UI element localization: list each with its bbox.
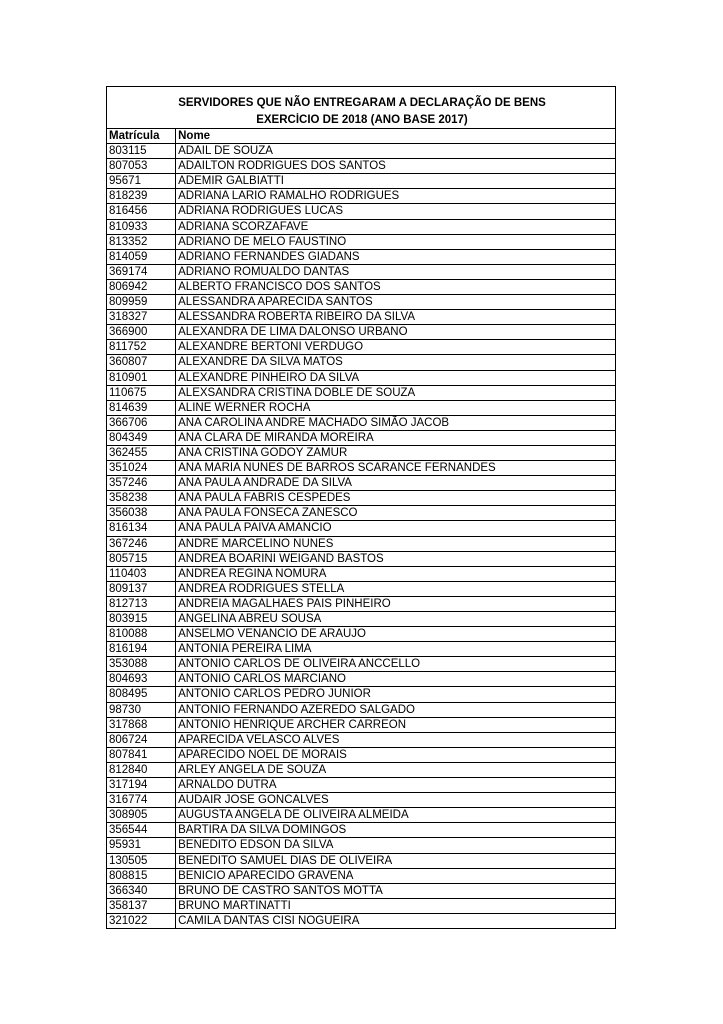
nome-cell: ALBERTO FRANCISCO DOS SANTOS xyxy=(176,279,616,294)
matricula-cell: 317868 xyxy=(107,717,176,732)
nome-cell: ADEMIR GALBIATTI xyxy=(176,174,616,189)
table-row xyxy=(107,340,616,355)
matricula-cell: 805715 xyxy=(107,551,176,566)
table-row xyxy=(107,612,616,627)
matricula-cell: 810088 xyxy=(107,627,176,642)
nome-cell: ALEXANDRE BERTONI VERDUGO xyxy=(176,340,616,355)
nome-cell: AUDAIR JOSE GONCALVES xyxy=(176,793,616,808)
matricula-cell: 816134 xyxy=(107,521,176,536)
table-row xyxy=(107,461,616,476)
table-row xyxy=(107,672,616,687)
table-body xyxy=(107,144,616,929)
matricula-cell: 366340 xyxy=(107,883,176,898)
matricula-cell: 362455 xyxy=(107,445,176,460)
nome-cell: AUGUSTA ANGELA DE OLIVEIRA ALMEIDA xyxy=(176,808,616,823)
matricula-cell: 95671 xyxy=(107,174,176,189)
table-row xyxy=(107,370,616,385)
servidores-table xyxy=(106,86,616,929)
nome-cell: ALINE WERNER ROCHA xyxy=(176,400,616,415)
table-row xyxy=(107,295,616,310)
nome-cell: ADAIL DE SOUZA xyxy=(176,144,616,159)
nome-cell: ANTONIO CARLOS PEDRO JUNIOR xyxy=(176,687,616,702)
matricula-cell: 812840 xyxy=(107,762,176,777)
nome-cell: ADRIANA SCORZAFAVE xyxy=(176,219,616,234)
nome-cell: APARECIDO NOEL DE MORAIS xyxy=(176,747,616,762)
nome-cell: ALESSANDRA ROBERTA RIBEIRO DA SILVA xyxy=(176,310,616,325)
nome-cell: ADRIANO ROMUALDO DANTAS xyxy=(176,264,616,279)
table-row xyxy=(107,385,616,400)
nome-cell: ANGELINA ABREU SOUSA xyxy=(176,612,616,627)
matricula-cell: 357246 xyxy=(107,476,176,491)
nome-cell: ANDREA BOARINI WEIGAND BASTOS xyxy=(176,551,616,566)
table-row xyxy=(107,581,616,596)
nome-cell: ANDRE MARCELINO NUNES xyxy=(176,536,616,551)
nome-cell: ANA PAULA PAIVA AMANCIO xyxy=(176,521,616,536)
matricula-cell: 317194 xyxy=(107,778,176,793)
nome-cell: ADRIANO DE MELO FAUSTINO xyxy=(176,234,616,249)
nome-cell: BENEDITO SAMUEL DIAS DE OLIVEIRA xyxy=(176,853,616,868)
table-row xyxy=(107,415,616,430)
matricula-cell: 366706 xyxy=(107,415,176,430)
matricula-cell: 130505 xyxy=(107,853,176,868)
matricula-cell: 95931 xyxy=(107,838,176,853)
nome-cell: ANA PAULA FABRIS CESPEDES xyxy=(176,491,616,506)
nome-cell: ALEXANDRA DE LIMA DALONSO URBANO xyxy=(176,325,616,340)
nome-cell: BENICIO APARECIDO GRAVENA xyxy=(176,868,616,883)
table-row xyxy=(107,762,616,777)
table-row xyxy=(107,566,616,581)
table-row xyxy=(107,642,616,657)
nome-cell: ANTONIO HENRIQUE ARCHER CARREON xyxy=(176,717,616,732)
table-row xyxy=(107,747,616,762)
table-row xyxy=(107,189,616,204)
nome-cell: ANA MARIA NUNES DE BARROS SCARANCE FERNANDES xyxy=(176,461,616,476)
table-row xyxy=(107,174,616,189)
matricula-cell: 98730 xyxy=(107,702,176,717)
table-row xyxy=(107,853,616,868)
table-row xyxy=(107,264,616,279)
nome-cell: ANDREA RODRIGUES STELLA xyxy=(176,581,616,596)
nome-cell: APARECIDA VELASCO ALVES xyxy=(176,732,616,747)
nome-cell: ANA CLARA DE MIRANDA MOREIRA xyxy=(176,430,616,445)
nome-cell: ARNALDO DUTRA xyxy=(176,778,616,793)
table-row xyxy=(107,476,616,491)
matricula-cell: 809959 xyxy=(107,295,176,310)
matricula-cell: 816456 xyxy=(107,204,176,219)
nome-cell: BRUNO DE CASTRO SANTOS MOTTA xyxy=(176,883,616,898)
table-row xyxy=(107,838,616,853)
nome-cell: ADRIANO FERNANDES GIADANS xyxy=(176,249,616,264)
table-row xyxy=(107,430,616,445)
nome-cell: ANTONIO CARLOS MARCIANO xyxy=(176,672,616,687)
nome-cell: CAMILA DANTAS CISI NOGUEIRA xyxy=(176,913,616,928)
matricula-cell: 351024 xyxy=(107,461,176,476)
nome-cell: BRUNO MARTINATTI xyxy=(176,898,616,913)
matricula-cell: 810933 xyxy=(107,219,176,234)
matricula-cell: 360807 xyxy=(107,355,176,370)
matricula-cell: 816194 xyxy=(107,642,176,657)
table-row xyxy=(107,506,616,521)
table-row xyxy=(107,657,616,672)
matricula-cell: 369174 xyxy=(107,264,176,279)
matricula-cell: 803915 xyxy=(107,612,176,627)
matricula-cell: 316774 xyxy=(107,793,176,808)
table-row xyxy=(107,868,616,883)
table-row xyxy=(107,883,616,898)
nome-cell: ALESSANDRA APARECIDA SANTOS xyxy=(176,295,616,310)
table-row xyxy=(107,234,616,249)
table-row xyxy=(107,717,616,732)
matricula-cell: 356544 xyxy=(107,823,176,838)
nome-cell: ALEXSANDRA CRISTINA DOBLE DE SOUZA xyxy=(176,385,616,400)
table-row xyxy=(107,400,616,415)
matricula-cell: 321022 xyxy=(107,913,176,928)
nome-cell: ANDREA REGINA NOMURA xyxy=(176,566,616,581)
table-row xyxy=(107,808,616,823)
document-subtitle: EXERCÍCIO DE 2018 (ANO BASE 2017) xyxy=(107,113,616,129)
matricula-cell: 804693 xyxy=(107,672,176,687)
nome-cell: ADRIANA LARIO RAMALHO RODRIGUES xyxy=(176,189,616,204)
matricula-cell: 366900 xyxy=(107,325,176,340)
matricula-cell: 807841 xyxy=(107,747,176,762)
nome-cell: ANA CRISTINA GODOY ZAMUR xyxy=(176,445,616,460)
matricula-cell: 367246 xyxy=(107,536,176,551)
matricula-cell: 318327 xyxy=(107,310,176,325)
nome-cell: ALEXANDRE DA SILVA MATOS xyxy=(176,355,616,370)
matricula-cell: 806942 xyxy=(107,279,176,294)
table-row xyxy=(107,445,616,460)
table-row xyxy=(107,687,616,702)
table-row xyxy=(107,325,616,340)
table-row xyxy=(107,551,616,566)
matricula-cell: 356038 xyxy=(107,506,176,521)
nome-cell: ARLEY ANGELA DE SOUZA xyxy=(176,762,616,777)
nome-cell: ANTONIO CARLOS DE OLIVEIRA ANCCELLO xyxy=(176,657,616,672)
table-row xyxy=(107,627,616,642)
table-row xyxy=(107,144,616,159)
table-row xyxy=(107,913,616,928)
table-row xyxy=(107,521,616,536)
matricula-cell: 813352 xyxy=(107,234,176,249)
nome-cell: BARTIRA DA SILVA DOMINGOS xyxy=(176,823,616,838)
matricula-cell: 353088 xyxy=(107,657,176,672)
matricula-cell: 803115 xyxy=(107,144,176,159)
nome-cell: ANSELMO VENANCIO DE ARAUJO xyxy=(176,627,616,642)
nome-cell: BENEDITO EDSON DA SILVA xyxy=(176,838,616,853)
matricula-cell: 110675 xyxy=(107,385,176,400)
table-row xyxy=(107,159,616,174)
table-row xyxy=(107,204,616,219)
matricula-cell: 818239 xyxy=(107,189,176,204)
nome-cell: ALEXANDRE PINHEIRO DA SILVA xyxy=(176,370,616,385)
matricula-cell: 809137 xyxy=(107,581,176,596)
matricula-cell: 358238 xyxy=(107,491,176,506)
table-row xyxy=(107,219,616,234)
nome-cell: ANTONIO FERNANDO AZEREDO SALGADO xyxy=(176,702,616,717)
matricula-cell: 814059 xyxy=(107,249,176,264)
matricula-cell: 808495 xyxy=(107,687,176,702)
column-header-nome: Nome xyxy=(176,129,616,144)
table-row xyxy=(107,702,616,717)
nome-cell: ANA PAULA FONSECA ZANESCO xyxy=(176,506,616,521)
table-row xyxy=(107,355,616,370)
nome-cell: ADAILTON RODRIGUES DOS SANTOS xyxy=(176,159,616,174)
matricula-cell: 807053 xyxy=(107,159,176,174)
table-row xyxy=(107,279,616,294)
document-title: SERVIDORES QUE NÃO ENTREGARAM A DECLARAÇÃO DE BENS xyxy=(107,87,616,114)
matricula-cell: 804349 xyxy=(107,430,176,445)
table-row xyxy=(107,732,616,747)
table-row xyxy=(107,310,616,325)
matricula-cell: 806724 xyxy=(107,732,176,747)
matricula-cell: 810901 xyxy=(107,370,176,385)
table-row xyxy=(107,793,616,808)
table-row xyxy=(107,823,616,838)
table-row xyxy=(107,778,616,793)
table-row xyxy=(107,249,616,264)
nome-cell: ANTONIA PEREIRA LIMA xyxy=(176,642,616,657)
table-row xyxy=(107,536,616,551)
table-row xyxy=(107,596,616,611)
nome-cell: ANA CAROLINA ANDRE MACHADO SIMÃO JACOB xyxy=(176,415,616,430)
matricula-cell: 811752 xyxy=(107,340,176,355)
matricula-cell: 358137 xyxy=(107,898,176,913)
matricula-cell: 308905 xyxy=(107,808,176,823)
nome-cell: ANA PAULA ANDRADE DA SILVA xyxy=(176,476,616,491)
matricula-cell: 814639 xyxy=(107,400,176,415)
table-row xyxy=(107,898,616,913)
nome-cell: ANDREIA MAGALHAES PAIS PINHEIRO xyxy=(176,596,616,611)
table-row xyxy=(107,491,616,506)
matricula-cell: 808815 xyxy=(107,868,176,883)
matricula-cell: 812713 xyxy=(107,596,176,611)
matricula-cell: 110403 xyxy=(107,566,176,581)
column-header-matricula: Matrícula xyxy=(107,129,176,144)
nome-cell: ADRIANA RODRIGUES LUCAS xyxy=(176,204,616,219)
